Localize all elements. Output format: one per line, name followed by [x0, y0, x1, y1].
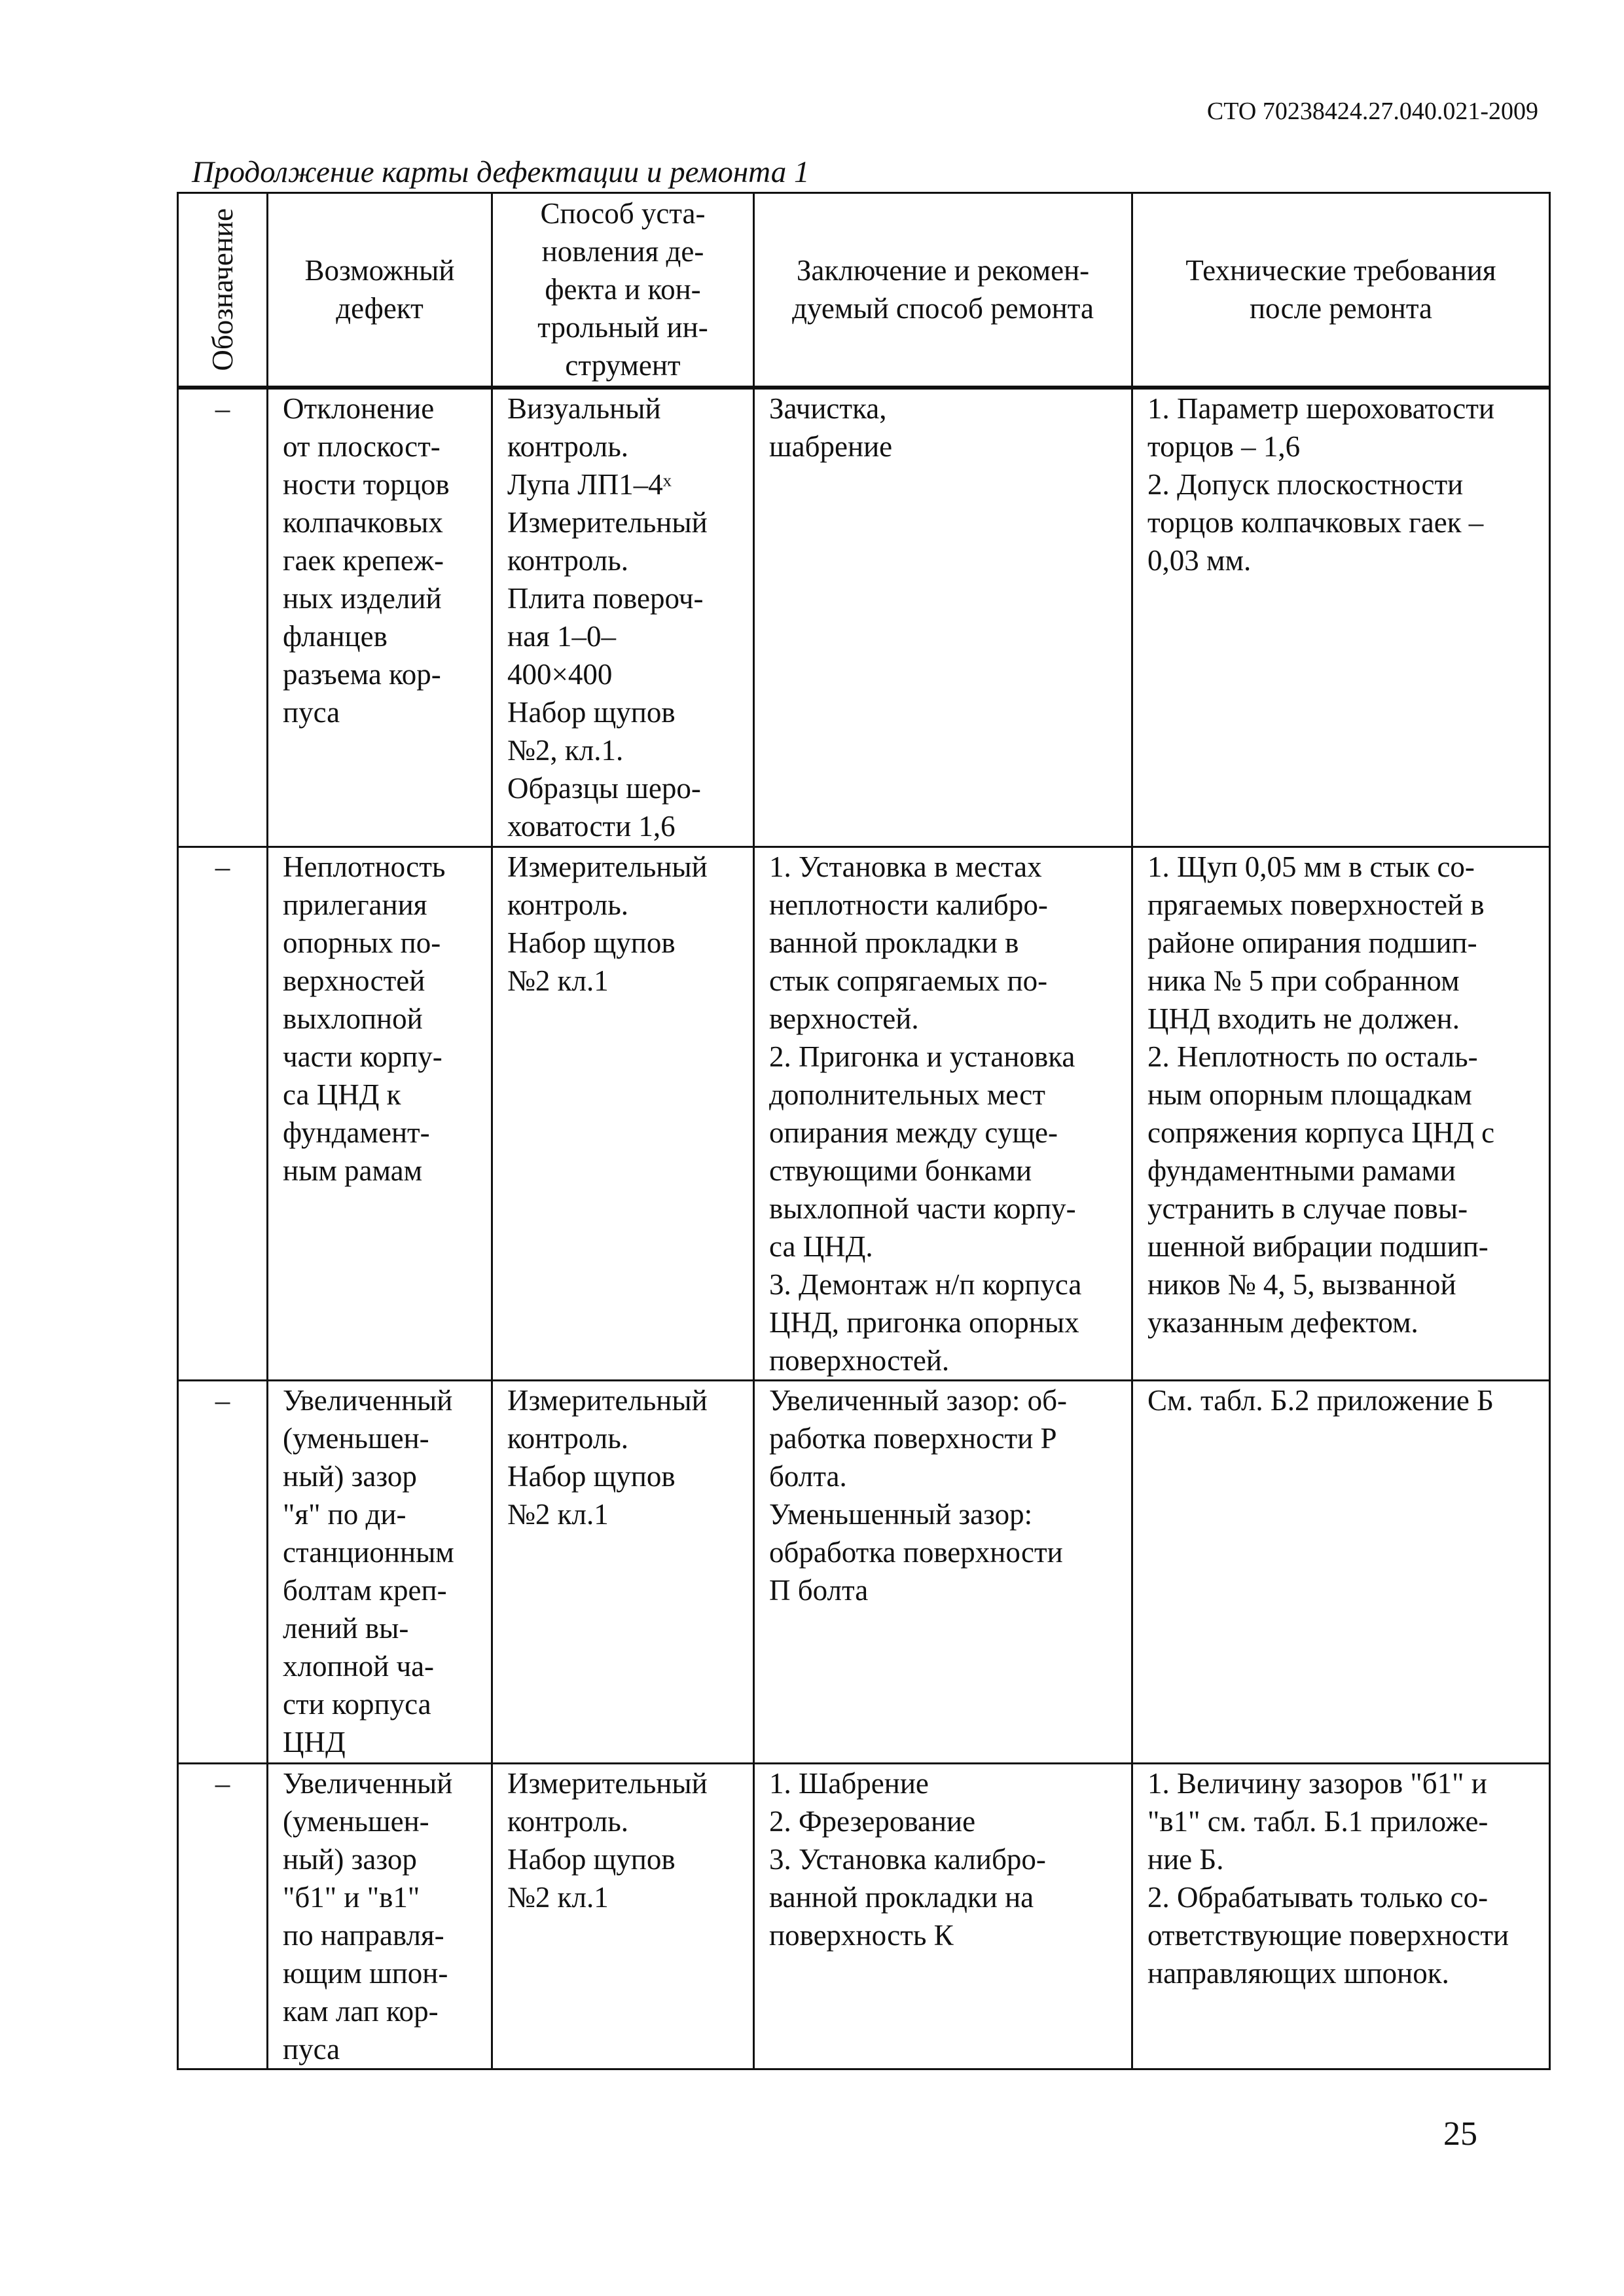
defect-cell: Неплотность прилегания опорных по- верхностей выхлопной части корпу- са ЦНД к фундамент- ным рамам: [268, 847, 492, 1381]
table-row: [178, 1764, 1550, 2069]
repair-cell: 1. Шабрение 2. Фрезерование 3. Установка калибро- ванной прокладки на поверхность К: [754, 1764, 1132, 2069]
method-cell: Измерительный контроль. Набор щупов №2 кл.1: [492, 847, 754, 1381]
table-caption: Продолжение карты дефектации и ремонта 1: [192, 155, 810, 189]
header-method: [492, 193, 754, 388]
designation-cell: –: [178, 847, 268, 1381]
method-cell: Визуальный контроль. Лупа ЛП1–4ˣ Измерительный контроль. Плита повероч- ная 1–0– 400×400 Набор щупов №2, кл.1. Образцы шеро- ховатости 1,6: [492, 388, 754, 847]
header-method-label: Способ уста- новления де- фекта и кон- трольный ин- струмент: [537, 197, 708, 382]
table-row: [178, 1381, 1550, 1764]
header-repair-label: Заключение и рекомен- дуемый способ ремонта: [792, 254, 1094, 325]
defect-cell: Отклонение от плоскост- ности торцов колпачковых гаек крепеж- ных изделий фланцев разъема кор- пуса: [268, 388, 492, 847]
header-defect: [268, 193, 492, 388]
designation-cell: –: [178, 1381, 268, 1764]
table-header: [178, 193, 1550, 388]
header-defect-label: Возможный дефект: [304, 254, 455, 325]
requirements-cell: 1. Величину зазоров "б1" и "в1" см. табл. Б.1 приложе- ние Б. 2. Обрабатывать только со- ответствующие поверхности направляющих шпонок.: [1132, 1764, 1550, 2069]
defect-repair-table: [177, 192, 1551, 2070]
requirements-cell: См. табл. Б.2 приложение Б: [1132, 1381, 1550, 1764]
defect-cell: Увеличенный (уменьшен- ный) зазор "я" по ди- станционным болтам креп- лений вы- хлопной ча- сти корпуса ЦНД: [268, 1381, 492, 1764]
repair-cell: 1. Установка в местах неплотности калибро- ванной прокладки в стык сопрягаемых по- верхностей. 2. Пригонка и установка дополнительных мест опирания между суще- ствующими бонками выхлопной части корпу- са ЦНД. 3. Демонтаж н/п корпуса ЦНД, пригонка опорных поверхностей.: [754, 847, 1132, 1381]
header-requirements: [1132, 193, 1550, 388]
header-designation: [178, 193, 268, 388]
designation-cell: –: [178, 388, 268, 847]
header-repair: [754, 193, 1132, 388]
requirements-cell: 1. Параметр шероховатости торцов – 1,6 2. Допуск плоскостности торцов колпачковых гаек – 0,03 мм.: [1132, 388, 1550, 847]
header-requirements-label: Технические требования после ремонта: [1185, 254, 1496, 325]
table-row: [178, 847, 1550, 1381]
repair-cell: Зачистка, шабрение: [754, 388, 1132, 847]
table-row: [178, 388, 1550, 847]
page-number: 25: [1443, 2115, 1477, 2153]
designation-cell: –: [178, 1764, 268, 2069]
method-cell: Измерительный контроль. Набор щупов №2 кл.1: [492, 1764, 754, 2069]
requirements-cell: 1. Щуп 0,05 мм в стык со- прягаемых поверхностей в районе опирания подшип- ника № 5 при собранном ЦНД входить не должен. 2. Неплотность по осталь- ным опорным площадкам сопряжения корпуса ЦНД с фундаментными рамами устранить в случае повы- шенной вибрации подшип- ников № 4, 5, вызванной указанным дефектом.: [1132, 847, 1550, 1381]
document-code: СТО 70238424.27.040.021-2009: [1206, 98, 1538, 125]
repair-cell: Увеличенный зазор: об- работка поверхности Р болта. Уменьшенный зазор: обработка поверхности П болта: [754, 1381, 1132, 1764]
defect-cell: Увеличенный (уменьшен- ный) зазор "б1" и "в1" по направля- ющим шпон- кам лап кор- пуса: [268, 1764, 492, 2069]
table-body: [178, 388, 1550, 2069]
header-designation-label: Обозначение: [206, 208, 239, 371]
header-row: [178, 193, 1550, 388]
method-cell: Измерительный контроль. Набор щупов №2 кл.1: [492, 1381, 754, 1764]
